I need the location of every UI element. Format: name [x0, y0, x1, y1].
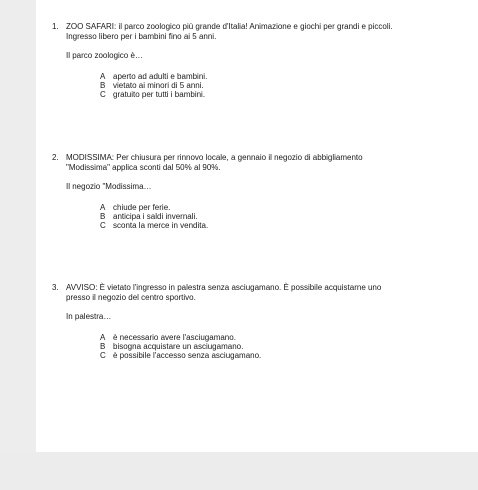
option-text: chiude per ferie.	[113, 203, 171, 212]
answer-options	[100, 72, 402, 99]
question-number: 1.	[52, 22, 59, 31]
option-c	[100, 221, 402, 230]
option-letter: A	[100, 72, 106, 81]
answer-options	[100, 203, 402, 230]
question-statement: ZOO SAFARI: il parco zoologico più grande d'Italia! Animazione e giochi per grandi e piccoli. Ingresso libero per i bambini fino ai 5 anni.	[66, 22, 393, 41]
option-a	[100, 203, 402, 212]
answer-options	[100, 333, 402, 360]
option-text: bisogna acquistare un asciugamano.	[113, 342, 244, 351]
option-a	[100, 333, 402, 342]
option-c	[100, 351, 402, 360]
question-3	[52, 283, 402, 360]
question-text	[52, 153, 402, 173]
option-a	[100, 72, 402, 81]
question-prompt: In palestra…	[66, 312, 112, 321]
question-statement: MODISSIMA: Per chiusura per rinnovo locale, a gennaio il negozio di abbigliamento "Modissima" applica sconti dal 50% al 90%.	[66, 153, 363, 172]
option-letter: A	[100, 203, 106, 212]
question-text	[52, 22, 402, 42]
option-letter: C	[100, 351, 106, 360]
question-number: 2.	[52, 153, 59, 162]
option-letter: B	[100, 81, 106, 90]
option-letter: B	[100, 212, 106, 221]
option-text: anticipa i saldi invernali.	[113, 212, 198, 221]
option-text: aperto ad adulti e bambini.	[113, 72, 208, 81]
page-bottom-margin	[0, 452, 478, 490]
question-number: 3.	[52, 283, 59, 292]
question-1	[52, 22, 402, 99]
option-letter: C	[100, 221, 106, 230]
option-letter: C	[100, 90, 106, 99]
question-prompt: Il parco zoologico è…	[66, 51, 143, 60]
question-text	[52, 283, 402, 303]
question-2	[52, 153, 402, 230]
option-text: gratuito per tutti i bambini.	[113, 90, 206, 99]
option-text: sconta la merce in vendita.	[113, 221, 209, 230]
option-b	[100, 81, 402, 90]
question-statement: AVVISO: È vietato l'ingresso in palestra senza asciugamano. È possibile acquistarne uno presso il negozio del centro sportivo.	[66, 283, 382, 302]
option-text: è necessario avere l'asciugamano.	[113, 333, 236, 342]
option-b	[100, 212, 402, 221]
option-letter: A	[100, 333, 106, 342]
question-prompt: Il negozio "Modissima…	[66, 182, 152, 191]
option-text: vietato ai minori di 5 anni.	[113, 81, 204, 90]
option-letter: B	[100, 342, 106, 351]
option-text: è possibile l'accesso senza asciugamano.	[113, 351, 262, 360]
option-c	[100, 90, 402, 99]
option-b	[100, 342, 402, 351]
